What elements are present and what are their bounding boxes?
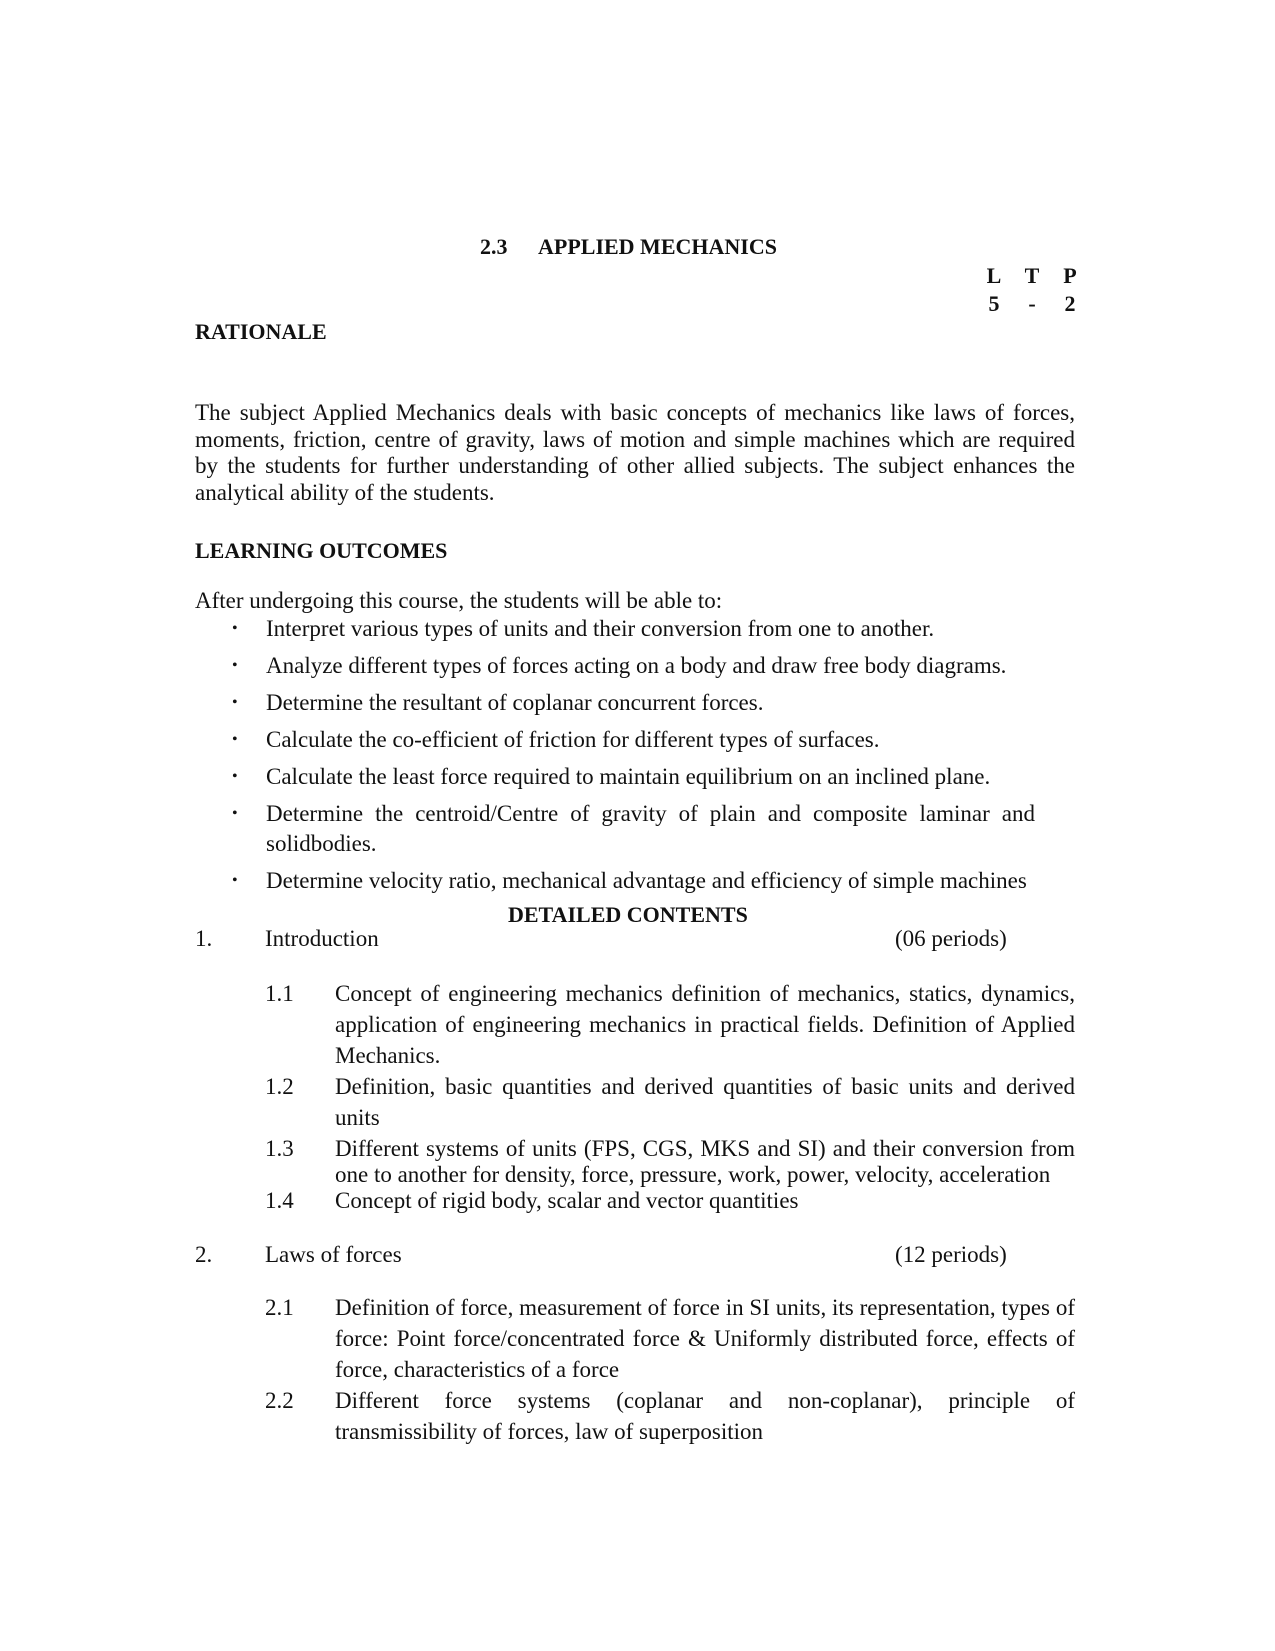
subsection-text: Definition, basic quantities and derived quantities of basic units and derived units	[335, 1074, 1075, 1131]
section-number: 2.	[195, 1242, 213, 1267]
content-section-1	[195, 926, 1075, 1214]
section-title: Introduction	[265, 926, 379, 951]
learning-outcomes-intro: After undergoing this course, the students will be able to:	[195, 588, 723, 613]
list-item	[225, 651, 1035, 681]
outcome-text: Interpret various types of units and their conversion from one to another.	[266, 616, 935, 641]
ltp-label-t: T	[1024, 263, 1040, 288]
detailed-contents-heading: DETAILED CONTENTS	[508, 902, 748, 927]
outcome-text: Calculate the least force required to maintain equilibrium on an inclined plane.	[266, 764, 991, 789]
list-item	[225, 866, 1035, 896]
bullet-icon: •	[232, 768, 238, 785]
list-item	[225, 688, 1035, 718]
ltp-values-row	[975, 291, 1089, 316]
subsection-item	[265, 1292, 1075, 1385]
section-number: 2.3	[480, 234, 508, 259]
course-title	[480, 234, 777, 259]
outcome-text: Determine the centroid/Centre of gravity of plain and composite laminar and solidbodies.	[266, 801, 1035, 856]
ltp-value-l: 5	[988, 291, 1000, 317]
subsection-text: Definition of force, measurement of force in SI units, its representation, types of force: Point force/concentrated force & Uniformly distributed force, effects of force, characteristics of a force	[335, 1295, 1075, 1383]
bullet-icon: •	[232, 872, 238, 889]
subsection-item	[265, 978, 1075, 1071]
rationale-heading: RATIONALE	[195, 319, 327, 344]
subsection-text: Concept of engineering mechanics definition of mechanics, statics, dynamics, application of engineering mechanics in practical fields. Definition of Applied Mechanics.	[335, 981, 1075, 1069]
subsection-item	[265, 1188, 1075, 1214]
subsection-text: Concept of rigid body, scalar and vector quantities	[335, 1188, 799, 1214]
subsection-item	[265, 1385, 1075, 1447]
section-title: Laws of forces	[265, 1242, 402, 1267]
list-item	[225, 725, 1035, 755]
section-periods: (06 periods)	[895, 926, 1007, 951]
ltp-labels-row	[975, 263, 1089, 288]
section-header	[195, 926, 1075, 952]
rationale-paragraph: The subject Applied Mechanics deals with basic concepts of mechanics like laws of forces, moments, friction, centre of gravity, laws of motion and simple machines which are required by the students for further understanding of other allied subjects. The subject enhances the analytical ability of the students.	[195, 400, 1075, 505]
learning-outcomes-list	[225, 614, 1035, 903]
ltp-label-l: L	[986, 263, 1002, 288]
section-periods: (12 periods)	[895, 1242, 1007, 1267]
subsection-text: Different systems of units (FPS, CGS, MKS and SI) and their conversion from one to another for density, force, pressure, work, power, velocity, acceleration	[335, 1136, 1075, 1188]
ltp-label-p: P	[1063, 263, 1077, 288]
outcome-text: Determine velocity ratio, mechanical advantage and efficiency of simple machines	[266, 868, 1027, 893]
subsection-text: Different force systems (coplanar and non-coplanar), principle of transmissibility of forces, law of superposition	[335, 1388, 1075, 1445]
subsection-number: 1.4	[265, 1188, 294, 1214]
list-item	[225, 762, 1035, 792]
ltp-value-t: -	[1028, 291, 1036, 317]
subsection-item	[265, 1136, 1075, 1188]
outcome-text: Analyze different types of forces acting on a body and draw free body diagrams.	[266, 653, 1007, 678]
learning-outcomes-heading: LEARNING OUTCOMES	[195, 538, 448, 563]
outcome-text: Calculate the co-efficient of friction for different types of surfaces.	[266, 727, 880, 752]
subsection-number: 1.3	[265, 1136, 294, 1162]
bullet-icon: •	[232, 620, 238, 637]
section-header	[195, 1242, 1075, 1268]
list-item	[225, 799, 1035, 859]
ltp-table	[975, 263, 1089, 317]
content-section-2	[195, 1242, 1075, 1447]
section-number: 1.	[195, 926, 213, 951]
course-name: APPLIED MECHANICS	[538, 234, 777, 259]
ltp-value-p: 2	[1064, 291, 1076, 317]
bullet-icon: •	[232, 694, 238, 711]
bullet-icon: •	[232, 657, 238, 674]
outcome-text: Determine the resultant of coplanar concurrent forces.	[266, 690, 764, 715]
subsection-number: 1.2	[265, 1074, 294, 1100]
subsection-number: 2.1	[265, 1295, 294, 1321]
subsection-number: 2.2	[265, 1388, 294, 1414]
subsection-number: 1.1	[265, 981, 294, 1007]
bullet-icon: •	[232, 731, 238, 748]
subsection-item	[265, 1071, 1075, 1133]
list-item	[225, 614, 1035, 644]
bullet-icon: •	[232, 805, 238, 822]
